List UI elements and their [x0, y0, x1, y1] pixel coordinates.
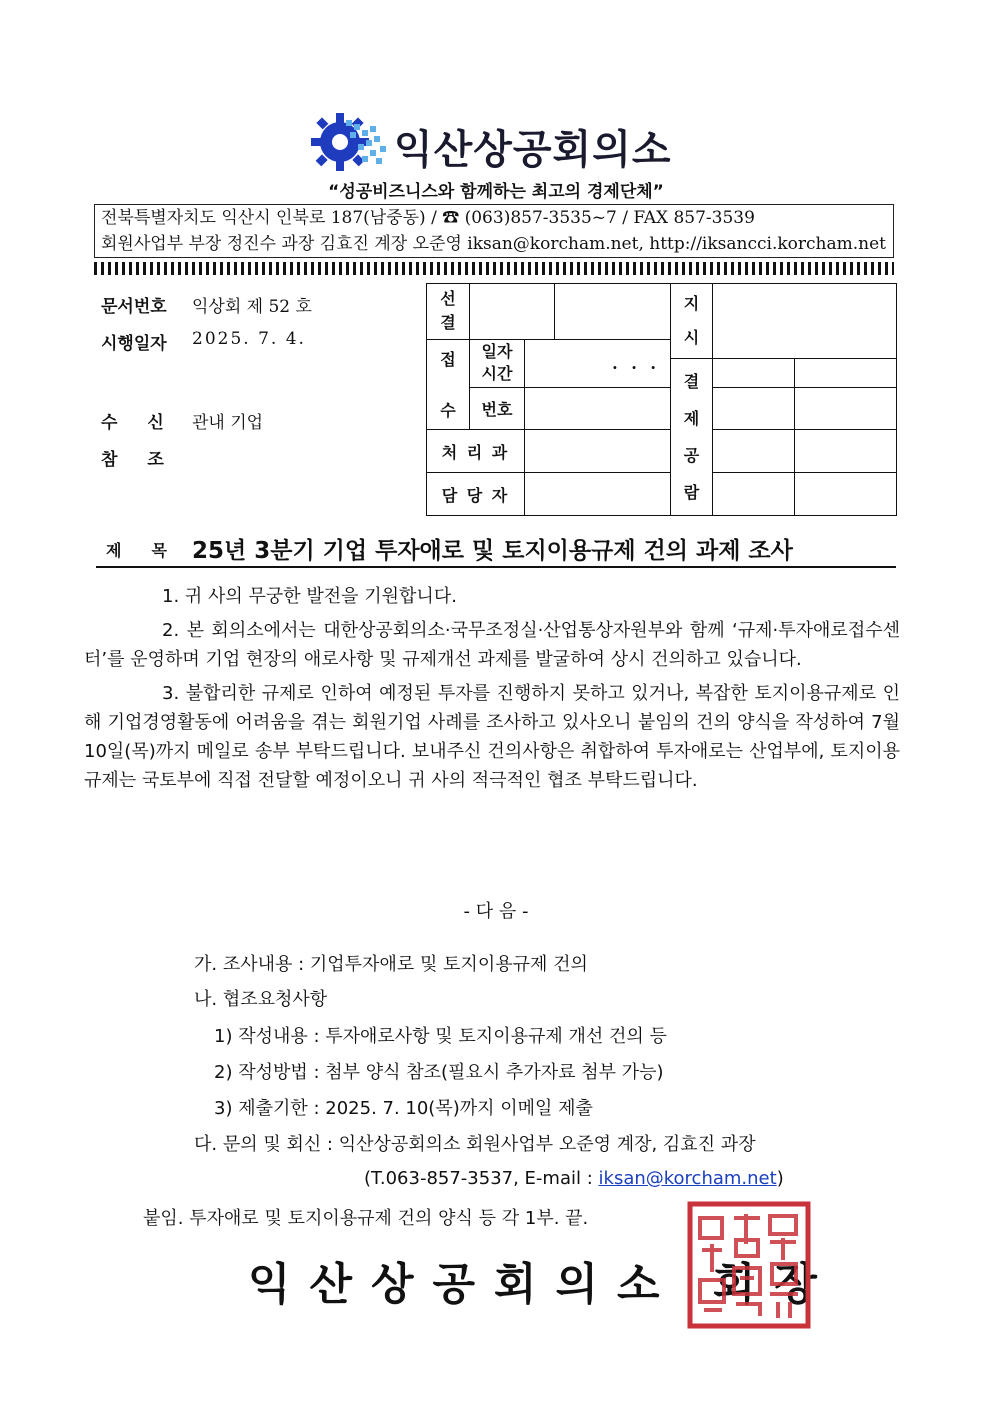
seongyeol-input[interactable] [470, 284, 555, 340]
seongyeol-cell: 선 결 [427, 284, 470, 340]
gyeolje-input-2[interactable] [795, 358, 897, 387]
su-label: 수 [440, 401, 456, 421]
item-na-2: 2) 작성방법 : 첨부 양식 참조(필요시 추가자료 첨부 가능) [214, 1062, 664, 1083]
attachment-note: 붙임. 투자애로 및 토지이용규제 건의 양식 등 각 1부. 끝. [143, 1208, 589, 1229]
to-value: 관내 기업 [192, 413, 264, 433]
dagum-heading: - 다 음 - [463, 901, 529, 922]
address-line: 전북특별자치도 익산시 인북로 187(남중동) / ☎ (063)857-3535~7 / FAX 857-3539 [101, 208, 755, 228]
jeopsu-cell [427, 339, 470, 429]
damdangja-label: 담 당 자 [427, 473, 525, 516]
body-text [84, 582, 900, 800]
subject-label: 제목 [106, 541, 197, 560]
doc-no-label: 문서번호 [101, 297, 167, 317]
cheorigwa-label: 처 리 과 [427, 429, 525, 473]
seongyeol-input-2[interactable] [555, 284, 671, 340]
slogan: “성공비즈니스와 함께하는 최고의 경제단체” [328, 182, 664, 202]
sigan-label: 시간 [481, 364, 513, 384]
doc-no: 익상회 제 52 호 [192, 297, 312, 317]
org-logo [310, 110, 690, 174]
divider-bar [94, 262, 894, 275]
gongnam-input-3[interactable] [713, 473, 795, 516]
paragraph-1: 1. 귀 사의 무궁한 발전을 기원합니다. [162, 586, 457, 607]
gongnam-input-2[interactable] [795, 429, 897, 473]
approval-table [426, 283, 897, 516]
date-label: 시행일자 [101, 334, 167, 354]
official-seal-icon [686, 1200, 812, 1330]
signature: 익산상공회의소 회장 [248, 1259, 836, 1310]
to-label: 수 신 [101, 413, 164, 433]
gyeolje-gongnam-cell: 결 제 공 람 [671, 358, 713, 515]
ilja-sigan-label [470, 339, 525, 387]
gyeolje-input-4[interactable] [795, 387, 897, 429]
date-value: 2025. 7. 4. [192, 329, 306, 349]
contact-info [364, 1168, 784, 1189]
gyeolje-input-3[interactable] [713, 387, 795, 429]
email-link[interactable]: iksan@korcham.net [598, 1168, 777, 1189]
gongnam-input-4[interactable] [795, 473, 897, 516]
item-ga: 가. 조사내용 : 기업투자애로 및 토지이용규제 건의 [194, 954, 588, 975]
cheorigwa-input[interactable] [525, 429, 671, 473]
paragraph-3: 3. 불합리한 규제로 인하여 예정된 투자를 진행하지 못하고 있거나, 복잡한 토지이용규제로 인해 기업경영활동에 어려움을 겪는 회원기업 사례를 조사하고 있사오니 붙임의 건의 양식을 작성하여 7월 10일(목)까지 메일로 송부 부탁드립니다. 보내주신 건의사항은 취합하여 투자애로는 산업부에, 토지이용규제는 국토부에 직접 전달할 예정이오니 귀 사의 적극적인 협조 부탁드립니다. [84, 683, 900, 791]
subject-text: 25년 3분기 기업 투자애로 및 토지이용규제 건의 과제 조사 [192, 538, 793, 564]
item-na: 나. 협조요청사항 [194, 989, 328, 1010]
gyeolje-input-1[interactable] [713, 358, 795, 387]
contact-suffix: ) [776, 1168, 784, 1189]
gear-logo-icon [310, 110, 392, 174]
jisi-input[interactable] [713, 284, 897, 359]
jeop-label: 접 [440, 350, 456, 370]
beonho-label: 번호 [470, 387, 525, 429]
org-name: 익산상공회의소 [394, 127, 672, 173]
item-na-3: 3) 제출기한 : 2025. 7. 10(목)까지 이메일 제출 [214, 1098, 593, 1119]
address-box [94, 204, 894, 258]
item-da: 다. 문의 및 회신 : 익산상공회의소 회원사업부 오준영 계장, 김효진 과장 [194, 1134, 756, 1155]
beonho-input[interactable] [525, 387, 671, 429]
damdangja-input[interactable] [525, 473, 671, 516]
ilja-label: 일자 [481, 342, 513, 362]
date-time-input[interactable]: . . . [525, 339, 671, 387]
subject-row [96, 532, 896, 568]
ref-label: 참 조 [101, 450, 164, 470]
contact-prefix: (T.063-857-3537, E-mail : [364, 1168, 599, 1189]
contact-line: 회원사업부 부장 정진수 과장 김효진 계장 오준영 iksan@korcham.net, http://iksancci.korcham.net [101, 234, 886, 254]
paragraph-2: 2. 본 회의소에서는 대한상공회의소·국무조정실·산업통상자원부와 함께 ‘규제·투자애로접수센터’를 운영하며 기업 현장의 애로사항 및 규제개선 과제를 발굴하여 상시 건의하고 있습니다. [84, 620, 900, 670]
gongnam-input-1[interactable] [713, 429, 795, 473]
jisi-cell: 지 시 [671, 284, 713, 359]
item-na-1: 1) 작성내용 : 투자애로사항 및 토지이용규제 개선 건의 등 [214, 1026, 667, 1047]
